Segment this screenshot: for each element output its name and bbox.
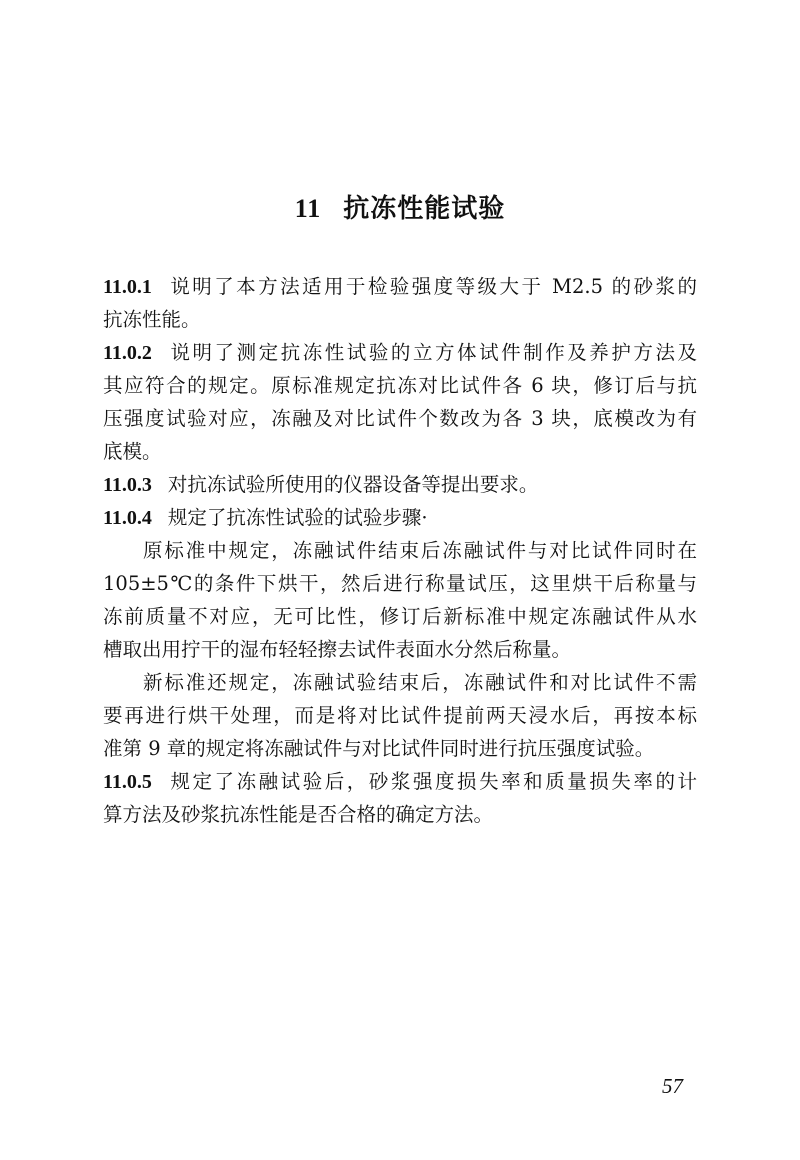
line-text: 槽取出用拧干的湿布轻轻擦去试件表面水分然后称量。 (103, 638, 572, 661)
paragraph (103, 468, 697, 501)
page-number: 57 (662, 1074, 683, 1098)
chapter-title (0, 188, 800, 225)
text-line (103, 402, 697, 435)
text-line (103, 666, 697, 699)
chapter-title-text: 抗冻性能试验 (343, 194, 506, 224)
line-text: 对抗冻试验所使用的仪器设备等提出要求。 (167, 473, 539, 496)
text-line (103, 633, 697, 666)
text-line (103, 534, 697, 567)
text-line (103, 468, 697, 501)
section-number: 11.0.2 (103, 342, 152, 364)
chapter-number: 11 (294, 194, 322, 223)
line-text: 105±5℃的条件下烘干，然后进行称量试压，这里烘干后称量与 (103, 572, 697, 595)
text-line (103, 501, 697, 534)
line-text: 原标准中规定，冻融试件结束后冻融试件与对比试件同时在 (143, 539, 697, 562)
paragraph (103, 765, 697, 831)
line-text: 冻前质量不对应，无可比性，修订后新标准中规定冻融试件从水 (103, 605, 697, 628)
line-text: 底模。 (103, 440, 162, 463)
line-text: 准第 9 章的规定将冻融试件与对比试件同时进行抗压强度试验。 (103, 737, 655, 760)
text-line (103, 369, 697, 402)
paragraph (103, 666, 697, 765)
paragraph (103, 534, 697, 666)
paragraph (103, 336, 697, 468)
line-text: 规定了冻融试验后，砂浆强度损失率和质量损失率的计 (167, 770, 697, 793)
line-text: 抗冻性能。 (103, 308, 201, 331)
text-line (103, 567, 697, 600)
line-text: 规定了抗冻性试验的试验步骤· (167, 506, 428, 529)
section-number: 11.0.1 (103, 276, 152, 298)
text-line (103, 699, 697, 732)
paragraph (103, 270, 697, 336)
line-text: 算方法及砂浆抗冻性能是否合格的确定方法。 (103, 803, 494, 826)
text-line (103, 798, 697, 831)
line-text: 其应符合的规定。原标准规定抗冻对比试件各 6 块，修订后与抗 (103, 374, 697, 397)
text-line (103, 765, 697, 798)
line-text: 新标准还规定，冻融试验结束后，冻融试件和对比试件不需 (143, 671, 697, 694)
line-text: 说明了本方法适用于检验强度等级大于 M2.5 的砂浆的 (167, 275, 697, 298)
text-line (103, 435, 697, 468)
line-text: 说明了测定抗冻性试验的立方体试件制作及养护方法及 (167, 341, 697, 364)
section-number: 11.0.4 (103, 507, 152, 529)
text-line (103, 303, 697, 336)
paragraph (103, 501, 697, 534)
text-line (103, 336, 697, 369)
text-line (103, 270, 697, 303)
section-number: 11.0.3 (103, 474, 152, 496)
text-line (103, 600, 697, 633)
line-text: 要再进行烘干处理，而是将对比试件提前两天浸水后，再按本标 (103, 704, 697, 727)
document-body (103, 270, 697, 831)
text-line (103, 732, 697, 765)
section-number: 11.0.5 (103, 771, 152, 793)
line-text: 压强度试验对应，冻融及对比试件个数改为各 3 块，底模改为有 (103, 407, 697, 430)
